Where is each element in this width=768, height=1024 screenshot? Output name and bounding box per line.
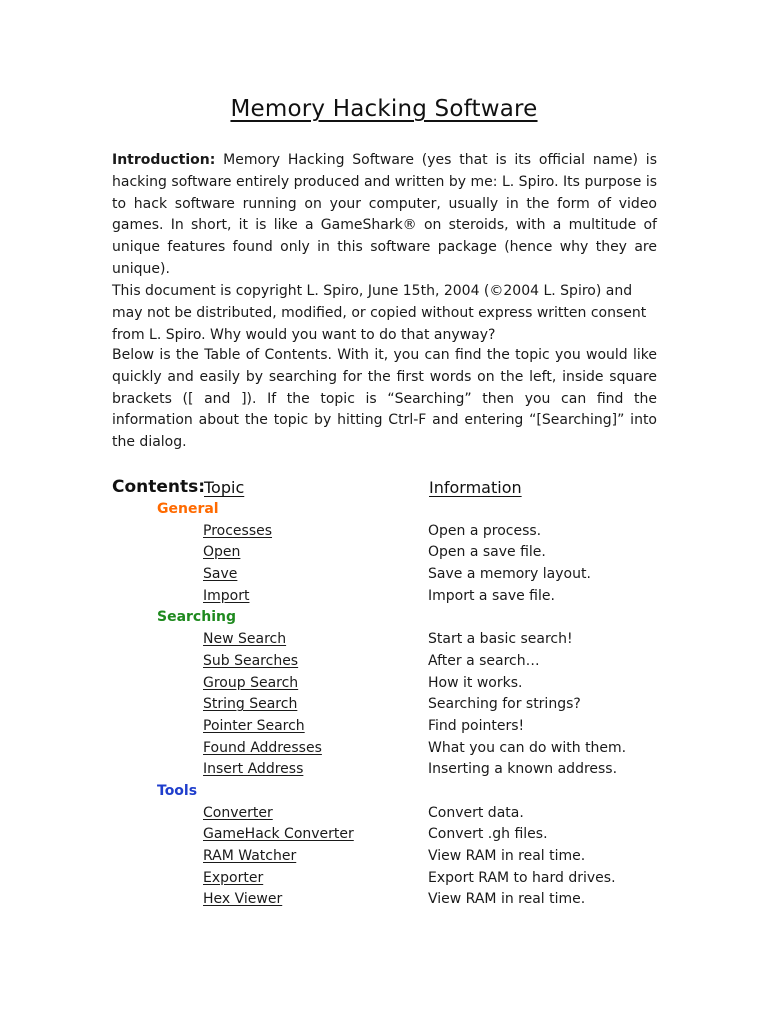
- toc-topic-link[interactable]: Insert Address: [203, 761, 304, 778]
- toc-topic-info: What you can do with them.: [428, 739, 627, 756]
- toc-row: [0, 760, 768, 782]
- toc-topic-link[interactable]: Sub Searches: [203, 652, 299, 669]
- toc-topic-link[interactable]: Processes: [203, 522, 273, 539]
- contents-label: Contents:: [112, 477, 206, 497]
- toc-row: [0, 717, 768, 739]
- toc-section-general: General: [157, 501, 219, 517]
- toc-row: [0, 630, 768, 652]
- toc-topic-info: Open a process.: [428, 522, 542, 539]
- toc-intro-paragraph: Below is the Table of Contents. With it, you can find the topic you would like quickly and easily by searching for the first words on the left, inside square brackets ([ and ]). If the topic is “Searching” then you can find the information about the topic by hitting Ctrl-F and entering “[Searching]” into the dialog.: [112, 347, 657, 451]
- toc-topic-link[interactable]: Converter: [203, 804, 273, 821]
- toc-topic-link[interactable]: Hex Viewer: [203, 891, 283, 908]
- page-title: Memory Hacking Software: [230, 96, 538, 122]
- toc-topic-info: Export RAM to hard drives.: [428, 869, 616, 886]
- copyright-paragraph: This document is copyright L. Spiro, June 15th, 2004 (©2004 L. Spiro) and may not be distributed, modified, or copied without express written consent from L. Spiro. Why would you want to do that anyway?: [112, 283, 647, 343]
- toc-row: [0, 695, 768, 717]
- toc-row: [0, 804, 768, 826]
- toc-topic-info: After a search…: [428, 652, 540, 669]
- toc-topic-info: Searching for strings?: [428, 696, 581, 713]
- toc-row: [0, 890, 768, 912]
- toc-row: [0, 739, 768, 761]
- toc-topic-link[interactable]: Save: [203, 566, 238, 583]
- intro-text: Memory Hacking Software (yes that is its official name) is hacking software entirely produced and written by me: L. Spiro. Its purpose is to hack software running on your computer, usually in the form of video games. In short, it is like a GameShark® on steroids, with a multitude of unique features found only in this software package (hence why they are unique).: [112, 152, 657, 277]
- toc-topic-info: Inserting a known address.: [428, 761, 618, 778]
- toc-topic-link[interactable]: Import: [203, 587, 250, 604]
- toc-topic-link[interactable]: GameHack Converter: [203, 826, 354, 843]
- topic-column-header: Topic: [204, 478, 245, 497]
- toc-topic-info: Convert data.: [428, 804, 524, 821]
- toc-row: [0, 522, 768, 544]
- toc-topic-info: Find pointers!: [428, 717, 525, 734]
- toc-topic-info: How it works.: [428, 674, 523, 691]
- toc-row: [0, 543, 768, 565]
- toc-row: [0, 565, 768, 587]
- toc-row: [0, 587, 768, 609]
- toc-topic-info: Save a memory layout.: [428, 566, 591, 583]
- toc-row: [0, 674, 768, 696]
- toc-topic-link[interactable]: String Search: [203, 696, 298, 713]
- toc-topic-link[interactable]: Pointer Search: [203, 717, 305, 734]
- toc-topic-info: Open a save file.: [428, 544, 546, 561]
- toc-topic-info: Import a save file.: [428, 587, 555, 604]
- toc-row: [0, 847, 768, 869]
- toc-topic-link[interactable]: Group Search: [203, 674, 299, 691]
- intro-label: Introduction:: [112, 152, 216, 168]
- toc-topic-info: View RAM in real time.: [428, 848, 586, 864]
- toc-topic-link[interactable]: Exporter: [203, 869, 264, 886]
- toc-topic-link[interactable]: New Search: [203, 631, 287, 648]
- toc-row: [0, 652, 768, 674]
- intro-paragraph: [112, 150, 657, 281]
- toc-topic-link[interactable]: Open: [203, 544, 241, 561]
- toc-topic-info: Convert .gh files.: [428, 826, 548, 843]
- toc-topic-info: Start a basic search!: [428, 631, 573, 648]
- toc-section-row: [0, 782, 768, 804]
- toc-topic-info: View RAM in real time.: [428, 891, 586, 908]
- toc-section-searching: Searching: [157, 609, 236, 626]
- toc-row: [0, 825, 768, 847]
- information-column-header: Information: [429, 478, 522, 497]
- toc-topic-link[interactable]: Found Addresses: [203, 739, 322, 756]
- toc-topic-link[interactable]: RAM Watcher: [203, 848, 297, 864]
- toc-section-row: [0, 608, 768, 630]
- toc-section-row: [0, 500, 768, 522]
- toc-row: [0, 869, 768, 891]
- toc-section-tools: Tools: [157, 782, 198, 799]
- table-of-contents: [0, 500, 768, 912]
